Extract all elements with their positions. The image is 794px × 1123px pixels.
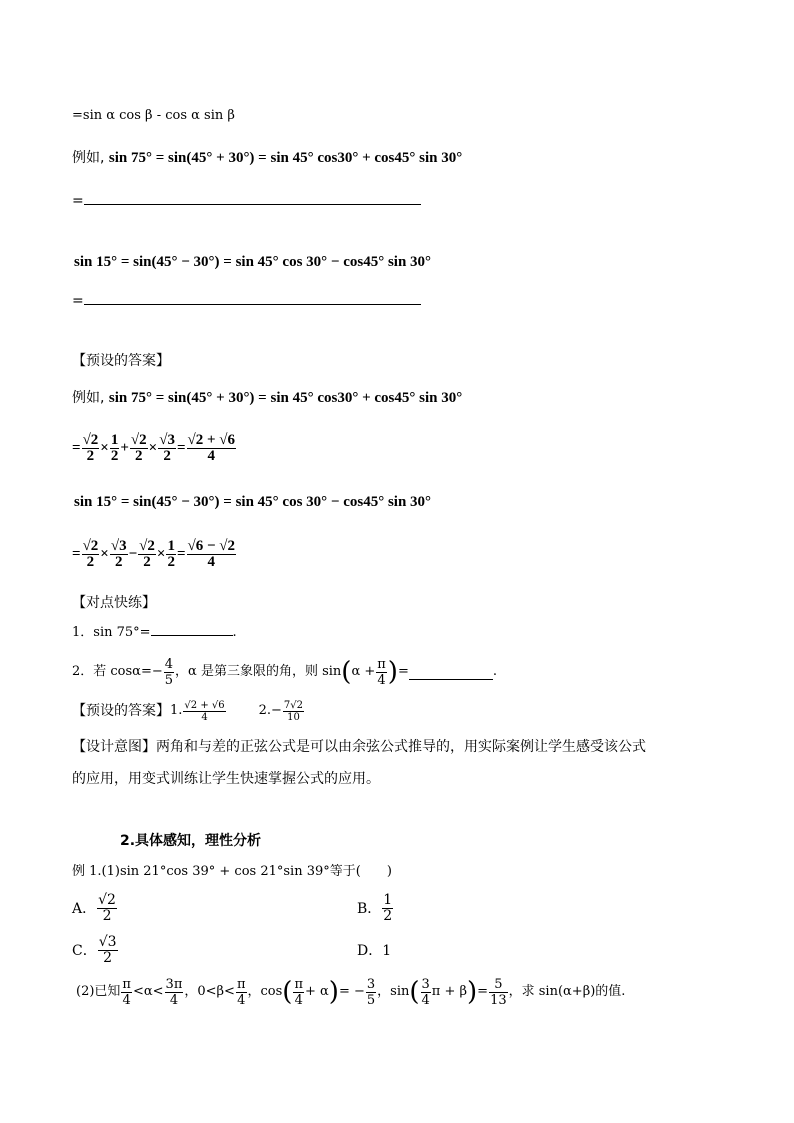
numerator: π [122, 976, 131, 992]
denominator: 4 [122, 992, 131, 1008]
denominator: 2 [163, 447, 171, 464]
numerator: 5 [489, 977, 508, 993]
fraction-pi-over-4 [293, 977, 304, 1008]
denominator: 2 [167, 553, 175, 570]
times-sign: × [100, 440, 109, 456]
question-text: 2．若 cosα=− [72, 664, 163, 679]
numerator: √2 [82, 431, 99, 448]
fraction-4-over-5 [164, 657, 174, 688]
denominator: 2 [110, 447, 119, 464]
numerator: 3 [366, 976, 376, 992]
question-text: = − [338, 984, 365, 999]
numerator: √2 [130, 431, 147, 448]
equals-sign: = [72, 546, 81, 562]
answer-line-sin75 [72, 389, 462, 407]
pi-plus-beta: π + β [431, 984, 468, 999]
fraction-answer-2 [283, 700, 304, 723]
equals-sign: = [397, 664, 409, 679]
fraction-sqrt3-over-2 [158, 433, 176, 464]
question-text: ，sin [377, 984, 410, 999]
plus-sign: + [120, 440, 129, 456]
formula-text: =sin α cos β - cos α sin β [72, 108, 235, 123]
numerator: 1 [110, 431, 119, 448]
equals-sign: = [72, 193, 84, 209]
denominator: 4 [377, 672, 386, 688]
numerator: √3 [110, 537, 127, 554]
period: . [232, 625, 237, 640]
minus-sign: − [128, 546, 138, 562]
denominator: 4 [294, 992, 303, 1008]
denominator: 2 [103, 949, 113, 966]
numerator: 7√2 [283, 699, 304, 711]
denominator: 2 [135, 447, 143, 464]
numerator: 4 [164, 656, 174, 672]
denominator: 5 [164, 672, 174, 688]
formula-line-sin-difference [72, 107, 235, 125]
equals-sign: = [72, 440, 81, 456]
fraction-result [187, 539, 237, 570]
fraction-pi-over-4 [121, 977, 132, 1008]
denominator: 2 [102, 907, 112, 924]
blank-line-1 [72, 192, 421, 210]
left-paren: ( [282, 977, 293, 1007]
choice-b[interactable] [357, 888, 394, 928]
answer-fraction-line-2 [72, 532, 237, 576]
equals-sign: = [72, 293, 84, 309]
example-prefix: 例如, [72, 150, 105, 166]
answer-blank[interactable] [84, 192, 421, 205]
numerator: √2 + √6 [187, 431, 236, 448]
denominator: 4 [421, 992, 430, 1008]
numerator: 3π [165, 976, 183, 992]
fraction-sqrt2-over-2 [138, 539, 156, 570]
fraction-pi-over-4 [376, 657, 387, 688]
question-text-2: ，α 是第三象限的角，则 sin [175, 664, 342, 679]
right-paren: ) [328, 977, 339, 1007]
fraction-3-over-4 [421, 977, 431, 1008]
numerator: 1 [383, 891, 393, 908]
numerator: √2 + √6 [184, 699, 225, 711]
fraction-sqrt3-over-2 [98, 935, 118, 966]
right-paren: ) [387, 657, 398, 687]
choice-d[interactable] [357, 930, 391, 970]
period: . [492, 664, 497, 679]
choice-d-label: D．1 [357, 943, 392, 959]
example-line-sin15 [74, 253, 431, 271]
answer-header: 【预设的答案】 [72, 353, 170, 369]
answer-line-sin15 [74, 493, 431, 511]
numerator: √2 [139, 537, 155, 554]
denominator: 2 [114, 553, 123, 570]
fraction-3-over-5 [366, 977, 376, 1008]
fraction-3pi-over-4 [165, 977, 184, 1008]
numerator: √6 − √2 [187, 537, 236, 554]
fraction-pi-over-4 [236, 977, 247, 1008]
section-title: 2.具体感知，理性分析 [120, 833, 262, 849]
denominator: 2 [383, 907, 393, 924]
equals-sign: = [477, 984, 489, 999]
example-1-part-2 [76, 972, 625, 1012]
example-expression: sin 75° = sin(45° + 30°) = sin 45° cos30° + cos45° sin 30° [108, 150, 463, 166]
times-sign: × [148, 440, 158, 456]
design-intent-line-2: 的应用，用变式训练让学生快速掌握公式的应用。 [72, 771, 380, 787]
denominator: 10 [287, 711, 300, 723]
example-expression-2: sin 15° = sin(45° − 30°) = sin 45° cos 30° − cos45° sin 30° [74, 254, 432, 270]
choice-c-label: C． [72, 943, 97, 959]
choice-a[interactable] [72, 888, 118, 928]
answer-fraction-line-1 [72, 426, 237, 470]
question-text: <α< [132, 984, 164, 999]
denominator: 4 [207, 553, 216, 570]
fraction-1-over-2 [166, 539, 176, 570]
answer-line-practice [72, 696, 305, 726]
numerator: π [236, 976, 246, 992]
fraction-sqrt2-over-2 [130, 433, 148, 464]
question-text: ，0<β< [184, 984, 235, 999]
numerator: √2 [98, 891, 116, 908]
example-line-sin75 [72, 149, 462, 167]
choice-a-label: A． [72, 901, 97, 917]
answer-header-2: 【预设的答案】 [72, 703, 170, 719]
denominator: 2 [143, 553, 151, 570]
fraction-sqrt2-over-2 [82, 539, 100, 570]
question-text: ，cos [247, 984, 283, 999]
plus-alpha: + α [304, 984, 329, 999]
denominator: 5 [366, 992, 376, 1008]
denominator: 4 [207, 447, 216, 464]
numerator: π [377, 656, 386, 672]
fraction-sqrt3-over-2 [110, 539, 128, 570]
denominator: 4 [169, 992, 179, 1008]
denominator: 13 [490, 992, 507, 1008]
alpha-plus: α + [351, 664, 376, 679]
answer-blank[interactable] [151, 623, 233, 636]
fraction-1-over-2 [110, 433, 120, 464]
choice-c[interactable] [72, 930, 119, 970]
times-sign: × [156, 546, 166, 562]
denominator: 2 [86, 553, 95, 570]
question-text: 1．sin 75°= [72, 625, 151, 640]
answer-blank[interactable] [84, 292, 421, 305]
answer-number-1: 1. [170, 703, 183, 718]
answer-expression-2: sin 15° = sin(45° − 30°) = sin 45° cos 30° − cos45° sin 30° [74, 494, 432, 510]
numerator: √3 [159, 431, 175, 448]
answer-number-2: 2.− [258, 703, 282, 718]
fraction-sqrt2-over-2 [82, 433, 100, 464]
numerator: √3 [98, 933, 117, 950]
numerator: 3 [421, 976, 430, 992]
numerator: π [294, 976, 303, 992]
numerator: 1 [167, 537, 175, 554]
answer-expression: sin 75° = sin(45° + 30°) = sin 45° cos30° + cos45° sin 30° [108, 390, 463, 406]
question-text: ，求 sin(α+β)的值. [508, 984, 626, 999]
left-paren: ( [409, 977, 420, 1007]
practice-question-2 [72, 652, 497, 692]
right-paren: ) [467, 977, 478, 1007]
numerator: √2 [82, 537, 99, 554]
fraction-result [187, 433, 237, 464]
blank-line-2 [72, 292, 421, 310]
times-sign: × [100, 546, 109, 562]
question-text: (2)已知 [76, 984, 121, 999]
equals-sign: = [176, 546, 186, 562]
equals-sign: = [176, 440, 186, 456]
design-intent-line-1: 【设计意图】两角和与差的正弦公式是可以由余弦公式推导的，用实际案例让学生感受该公式 [72, 739, 646, 755]
example-1-question: 例 1.(1)sin 21°cos 39° + cos 21°sin 39°等于( ) [72, 864, 392, 879]
fraction-1-over-2 [382, 893, 393, 924]
example-prefix: 例如, [72, 390, 105, 406]
fraction-answer-1 [183, 700, 225, 723]
left-paren: ( [341, 657, 352, 687]
choice-b-label: B． [357, 901, 382, 917]
denominator: 4 [237, 992, 246, 1008]
fraction-sqrt2-over-2 [97, 893, 117, 924]
denominator: 2 [86, 447, 95, 464]
denominator: 4 [201, 711, 208, 723]
fraction-5-over-13 [489, 977, 508, 1008]
practice-header: 【对点快练】 [72, 595, 156, 611]
practice-question-1 [72, 623, 237, 642]
answer-blank[interactable] [409, 665, 493, 680]
